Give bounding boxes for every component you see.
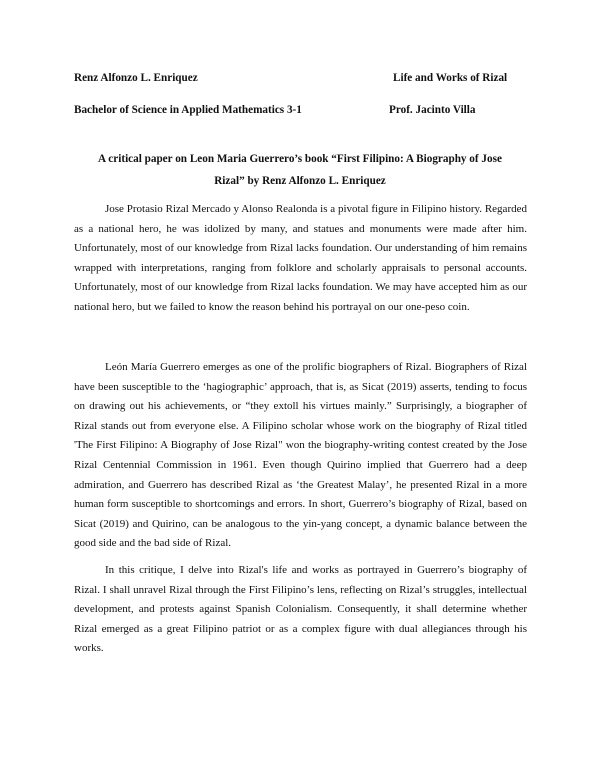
course-title: Life and Works of Rizal	[393, 72, 508, 84]
paragraph-intro: Jose Protasio Rizal Mercado y Alonso Realonda is a pivotal figure in Filipino history. Regarded as a national hero, he was idolized by many, and statues and monuments were made after him. Unfortunately, most of our knowledge from Rizal lacks foundation. Our understanding of him remains wrapped with interpretations, ranging from folklore and scholarly appraisals to personal accounts. Unfortunately, most of our knowledge from Rizal lacks foundation. We may have accepted him as our national hero, but we failed to know the reason behind his portrayal on our one-peso coin.	[74, 203, 527, 313]
paper-title-line-2: Rizal” by Renz Alfonzo L. Enriquez	[214, 175, 386, 187]
degree-program: Bachelor of Science in Applied Mathematics 3-1	[74, 104, 302, 116]
paragraph-guerrero: León María Guerrero emerges as one of the prolific biographers of Rizal. Biographers of Rizal have been susceptible to the ‘hagiographic’ approach, that is, as Sicat (2019) asserts, tending to focus on drawing out his achievements, or “they extoll his virtues mainly.” Surprisingly, a biographer of Rizal stands out from everyone else. A Filipino scholar whose work on the biography of Rizal titled 'The First Filipino: A Biography of Jose Rizal" won the biography-writing contest created by the Jose Rizal Centennial Commission in 1961. Even though Quirino implied that Guerrero had a deep admiration, and Guerrero has described Rizal as ‘the Greatest Malay’, he presented Rizal in a more human form susceptible to shortcomings and errors. In short, Guerrero’s biography of Rizal, based on Sicat (2019) and Quirino, can be analogous to the yin-yang concept, a dynamic balance between the good side and the bad side of Rizal.	[74, 361, 527, 550]
paper-title	[74, 148, 526, 192]
paragraph-critique: In this critique, I delve into Rizal's life and works as portrayed in Guerrero’s biography of Rizal. I shall unravel Rizal through the First Filipino’s lens, reflecting on Rizal’s struggles, intellectual development, and protests against Spanish Colonialism. Consequently, it shall determine whether Rizal emerged as a great Filipino patriot or as a complex figure with dual allegiances through his works.	[74, 564, 527, 655]
author-name: Renz Alfonzo L. Enriquez	[74, 72, 198, 84]
paper-title-line-1: A critical paper on Leon Maria Guerrero’s book “First Filipino: A Biography of Jose	[98, 153, 502, 165]
professor-name: Prof. Jacinto Villa	[389, 104, 476, 116]
